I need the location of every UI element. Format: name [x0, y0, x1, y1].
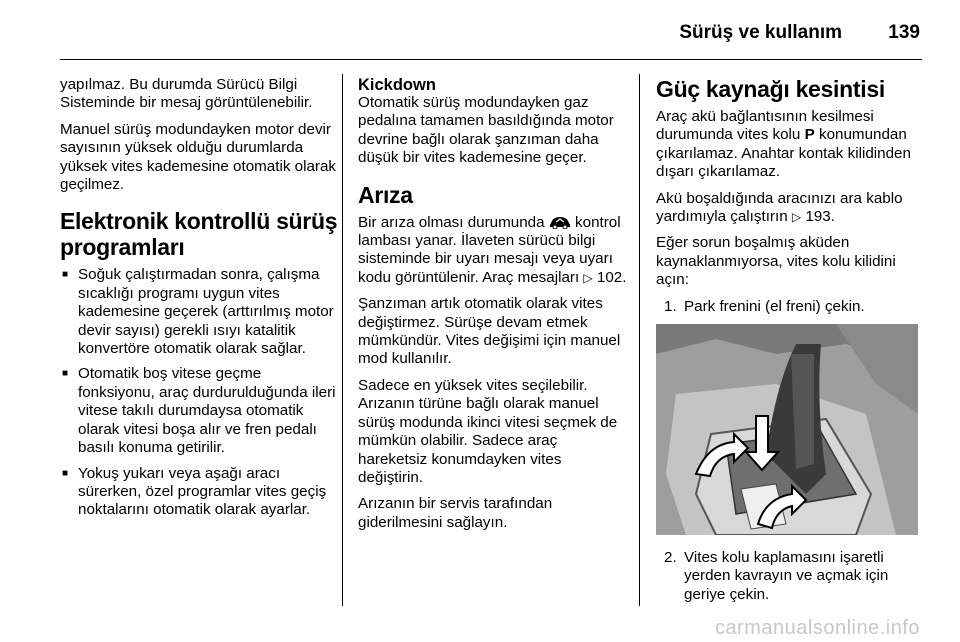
paragraph: Arızanın bir servis tarafından giderilmesini sağlayın. — [358, 495, 553, 531]
paragraph: yapılmaz. Bu durumda Sürücü Bilgi Sisteminde bir mesaj görüntülenebilir. — [60, 76, 313, 112]
column-divider-1 — [342, 74, 343, 606]
paragraph: Akü boşaldığında aracınızı ara kablo yardımıyla çalıştırın ▷ 193. — [656, 189, 903, 226]
column-divider-2 — [639, 74, 640, 606]
steps-list — [656, 549, 926, 604]
column-2 — [358, 76, 628, 540]
step-item: 1. Park frenini (el freni) çekin. — [664, 297, 865, 315]
paragraph: Sadece en yüksek vites seçilebilir. Arızanın türüne bağlı olarak manuel sürüş modunda ikinci vitesi seçmek de mümkün olabilir. Sadece araç hareketsiz konumdayken vites değiştirin. — [358, 376, 618, 486]
paragraph: Araç akü bağlantısının kesilmesi durumunda vites kolu P konumundan çıkarılamaz. Anahtar kontak kilidinden dışarı çıkarılamaz. — [656, 108, 911, 181]
page-header — [0, 0, 960, 62]
page-ref-icon: ▷ — [791, 210, 802, 225]
column-1 — [60, 76, 338, 527]
paragraph: Otomatik sürüş modundayken gaz pedalına tamamen basıldığında motor devrine bağlı olarak şanzıman daha düşük bir vites kademesine geçer. — [358, 94, 614, 167]
page-ref-icon: ▷ — [583, 270, 593, 285]
gear-p-label: P — [804, 126, 815, 144]
paragraph: Şanzıman artık otomatik olarak vites değiştirmez. Sürüşe devam etmek mümkündür. Vites değişimi için manuel mod kullanılır. — [358, 295, 621, 368]
section-heading: Elektronik kontrollü sürüş programları — [60, 208, 338, 261]
fault-heading: Arıza — [358, 181, 413, 208]
bullet-item: ■ Soğuk çalıştırmadan sonra, çalışma sıcaklığı programı uygun vites kademesine geçerek (arttırılmış motor devir sayısı) gerekli ısıyı katalitik konvertöre otomatik olarak sağlar. — [60, 266, 338, 358]
steps-list — [656, 298, 926, 316]
gear-lever-illustration — [656, 324, 918, 535]
paragraph: Eğer sorun boşalmış aküden kaynaklanmıyorsa, vites kolu kilidini açın: — [656, 234, 896, 289]
bullet-item: ■ Otomatik boş vitese geçme fonksiyonu, araç durdurulduğunda ileri vitese takılı durumdaysa otomatik olarak vitesi boşa alır ve fren pedalı basılı konuma getirilir. — [60, 365, 338, 457]
car-warning-icon — [549, 215, 571, 229]
page-ref: 102. — [596, 268, 627, 286]
power-failure-heading: Güç kaynağı kesintisi — [656, 76, 885, 102]
paragraph: Manuel sürüş modundayken motor devir sayısının yüksek olduğu durumlarda yüksek vites kademesine otomatik olarak geçilmez. — [60, 120, 337, 194]
page-number: 139 — [888, 22, 920, 43]
bullet-item: ■ Yokuş yukarı veya aşağı aracı sürerken, özel programlar vites geçiş noktalarını otomatik olarak ayarlar. — [60, 465, 338, 520]
section-title: Sürüş ve kullanım — [679, 22, 842, 43]
header-rule — [60, 59, 922, 60]
kickdown-heading: Kickdown — [358, 76, 436, 94]
column-3 — [656, 76, 926, 612]
bullet-list — [60, 266, 338, 519]
step-item: 2. Vites kolu kaplamasını işaretli yerden kavrayın ve açmak için geriye çekin. — [664, 549, 889, 603]
paragraph: Bir arıza olması durumunda kontrol lambası yanar. İlaveten sürücü bilgi sisteminde bir uyarı mesajı veya uyarı kodu görüntülenir. Araç mesajları ▷ 102. — [358, 213, 627, 286]
page-ref: 193. — [805, 208, 835, 226]
watermark: carmanualsonline.info — [714, 617, 920, 639]
